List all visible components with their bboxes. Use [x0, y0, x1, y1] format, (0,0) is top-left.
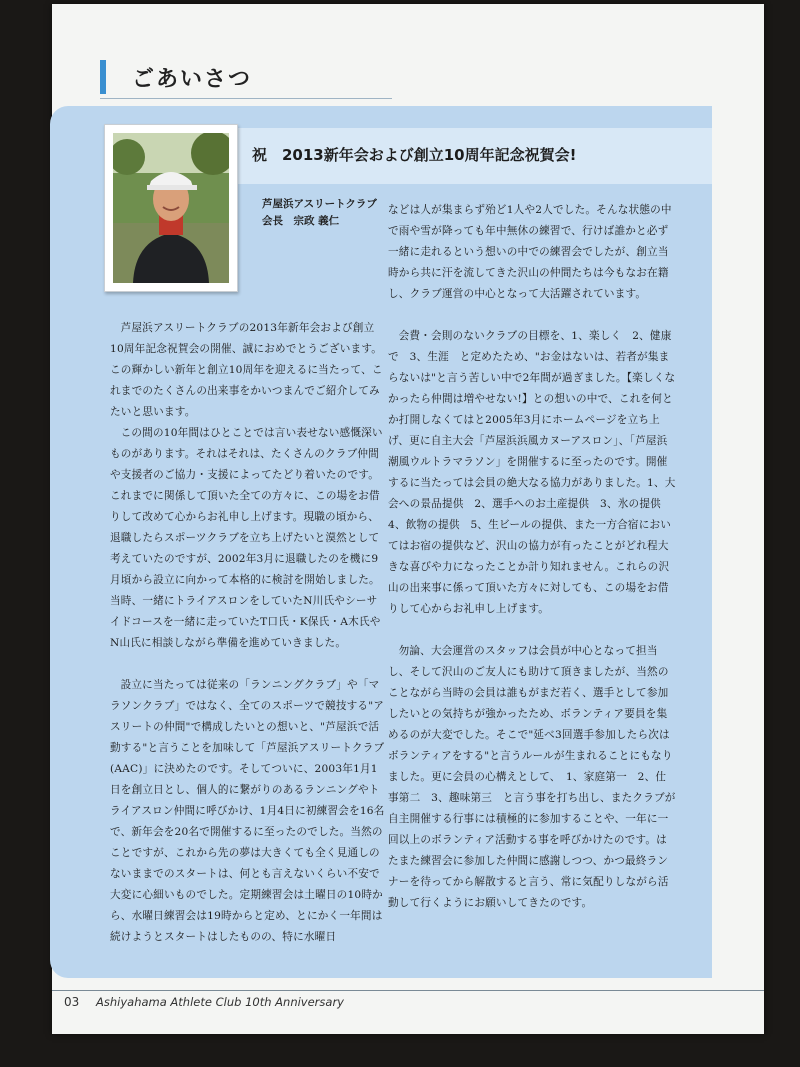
president-photo [104, 124, 238, 292]
page-number: 03 [64, 995, 80, 1009]
organization-name: 芦屋浜アスリートクラブ [262, 198, 377, 210]
paragraph-continuation: などは人が集まらず殆ど1人や2人でした。そんな状態の中で雨や雪が降っても年中無休の練習で、行けば誰かと必ず一緒に走れるという想いの中での練習会でしたが、創立当時から共に汗を流してきた沢山の仲間たちは今もなお在籍し、クラブ運営の中心となって大活躍されています。 [388, 204, 672, 300]
footer-title: Ashiyahama Athlete Club 10th Anniversary [96, 995, 344, 1009]
header-divider [100, 98, 392, 99]
portrait-image [113, 133, 229, 283]
paragraph: 勿論、大会運営のスタッフは会員が中心となって担当し、そして沢山のご友人にも助けて頂きましたが、当然のことながら当時の会員は誰もがまだ若く、選手として参加したいとの気持ちが強かったため、ボランティア要員を集めるのが大変でした。そこで"延べ3回選手参加したら次はボランティアをする"と言うルールが生まれることにもなりました。更に会員の心構えとして、 1、家庭第一 2、仕事第二 3、趣味第三 と言う事を打ち出し、またクラブが自主開催する行事には積極的に参加することや、一年に一回以上のボランティア活動する事を呼びかけたのです。はたまた練習会に参加した仲間に感謝しつつ、かつ最終ランナーを待ってから解散すると言う、常に気配りしながら活動して行くようにお願いしてきたのです。 [388, 645, 676, 909]
right-column [388, 200, 676, 914]
author-name: 会長 宗政 義仁 [262, 215, 340, 227]
author-block [262, 196, 377, 230]
paragraph: 会費・会則のないクラブの目標を、1、楽しく 2、健康で 3、生涯 と定めたため、"お金はないは、若者が集まらないは"と言う苦しい中で2年間が過ぎました。【楽しくなかったら仲間は増やせない!】との想いの中で、これを何とか打開しなくてはと2005年3月にホームページを立ち上げ、更に自主大会「芦屋浜浜風カヌーアスロン」、「芦屋浜潮風ウルトラマラソン」を開催するに至ったのです。開催するに当たっては会員の絶大なる協力がありました。1、大会への景品提供 2、選手へのお土産提供 3、氷の提供 4、飲物の提供 5、生ビールの提供、また一方合宿においてはお宿の提供など、沢山の協力が有ったことがどれ程大きな喜びや力になったことか計り知れません。これらの沢山の出来事に係って頂いた方々に対しても、この場をお借りして心からお礼申し上げます。 [388, 330, 676, 615]
page-title: ごあいさつ [132, 67, 253, 92]
left-column [110, 318, 386, 948]
paragraph: この間の10年間はひとことでは言い表せない感慨深いものがあります。それはそれは、たくさんのクラブ仲間や支援者のご協力・支援によってたどり着いたのです。これまでに関係して頂いた全ての方々に、この場をお借りして改めて心からお礼申し上げます。現職の頃から、退職したらスポーツクラブを立ち上げたいと漠然として考えていたのですが、2002年3月に退職したのを機に9月頃から設立に向かって本格的に検討を開始しました。当時、一緒にトライアスロンをしていたN川氏やシーサイドコースを一緒に走っていたT口氏・K保氏・A木氏やN山氏に相談しながら準備を進めていきました。 [110, 427, 383, 649]
footer-divider [52, 990, 764, 991]
header-accent-bar [100, 60, 106, 94]
article-title: 祝 2013新年会および創立10周年記念祝賀会! [252, 146, 577, 164]
paragraph: 設立に当たっては従来の「ランニングクラブ」や「マラソンクラブ」ではなく、全てのスポーツで競技する"アスリートの仲間"で構成したいとの想いと、"芦屋浜で活動する"と言うことを加味して「芦屋浜アスリートクラブ(AAC)」に決めたのです。そしてついに、2003年1月1日を創立日とし、個人的に繋がりのあるランニングやトライアスロン仲間に呼びかけ、1月4日に初練習会を16名で、新年会を20名で開催するに至ったのでした。当然のことですが、これから先の夢は大きくても全く見通しのないままでのスタートは、何とも言えないくらい不安で大変に心細いものでした。定期練習会は土曜日の10時から、水曜日練習会は19時からと定め、とにかく一年間は続けようとスタートはしたものの、特に水曜日 [110, 679, 385, 943]
paragraph: 芦屋浜アスリートクラブの2013年新年会および創立10周年記念祝賀会の開催、誠におめでとうございます。この輝かしい新年と創立10周年を迎えるに当たって、これまでのたくさんの出来事をかいつまんでご紹介してみたいと思います。 [110, 322, 383, 418]
